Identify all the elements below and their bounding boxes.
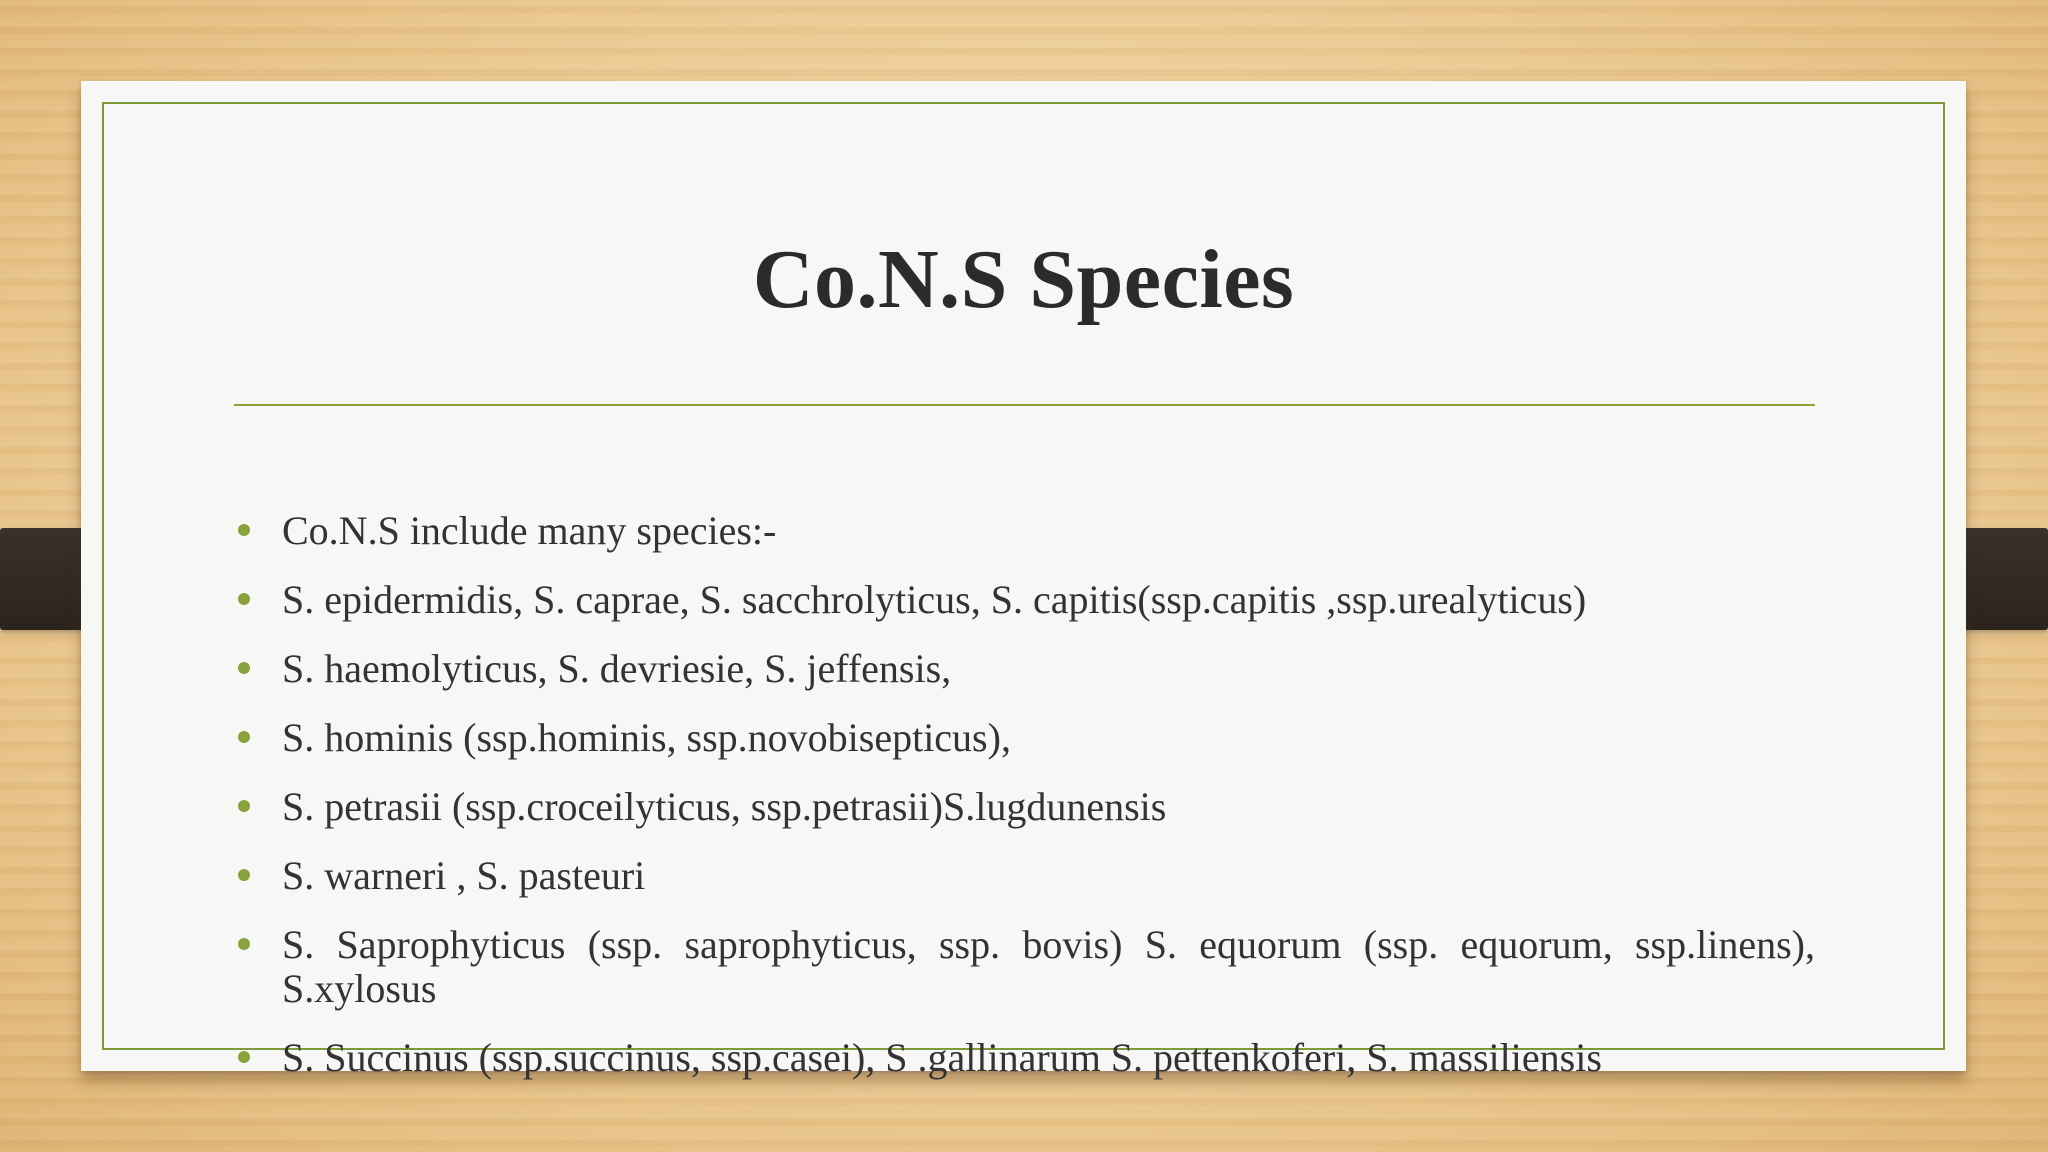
bullet-text: S. petrasii (ssp.croceilyticus, ssp.petrasii)S.lugdunensis (282, 784, 1167, 829)
bullet-text: S. epidermidis, S. caprae, S. sacchrolyticus, S. capitis(ssp.capitis ,ssp.urealyticus) (282, 577, 1587, 622)
bullet-dot-icon (238, 800, 250, 812)
bullet-item (234, 578, 1815, 622)
bullet-text: S. warneri , S. pasteuri (282, 853, 646, 898)
bullet-item (234, 785, 1815, 829)
title-divider (234, 404, 1815, 406)
bullet-item (234, 1036, 1815, 1080)
bullet-list (234, 509, 1815, 1105)
bullet-dot-icon (238, 662, 250, 674)
slide-title: Co.N.S Species (752, 233, 1295, 326)
bullet-dot-icon (238, 593, 250, 605)
bullet-item (234, 923, 1815, 1011)
bullet-dot-icon (238, 869, 250, 881)
bullet-dot-icon (238, 731, 250, 743)
bullet-text: S. haemolyticus, S. devriesie, S. jeffensis, (282, 646, 952, 691)
bullet-text: S. hominis (ssp.hominis, ssp.novobisepticus), (282, 715, 1011, 760)
bullet-item (234, 716, 1815, 760)
bullet-dot-icon (238, 524, 250, 536)
bullet-item (234, 647, 1815, 691)
bullet-dot-icon (238, 938, 250, 950)
bullet-item (234, 509, 1815, 553)
bullet-text: Co.N.S include many species:- (282, 508, 777, 553)
bullet-text: S. Succinus (ssp.succinus, ssp.casei), S .gallinarum S. pettenkoferi, S. massiliensis (282, 1035, 1602, 1080)
bullet-item (234, 854, 1815, 898)
bullet-text: S. Saprophyticus (ssp. saprophyticus, ssp. bovis) S. equorum (ssp. equorum, ssp.linens), S.xylosus (282, 922, 1815, 1011)
slide (81, 81, 1966, 1080)
bullet-dot-icon (238, 1051, 250, 1063)
